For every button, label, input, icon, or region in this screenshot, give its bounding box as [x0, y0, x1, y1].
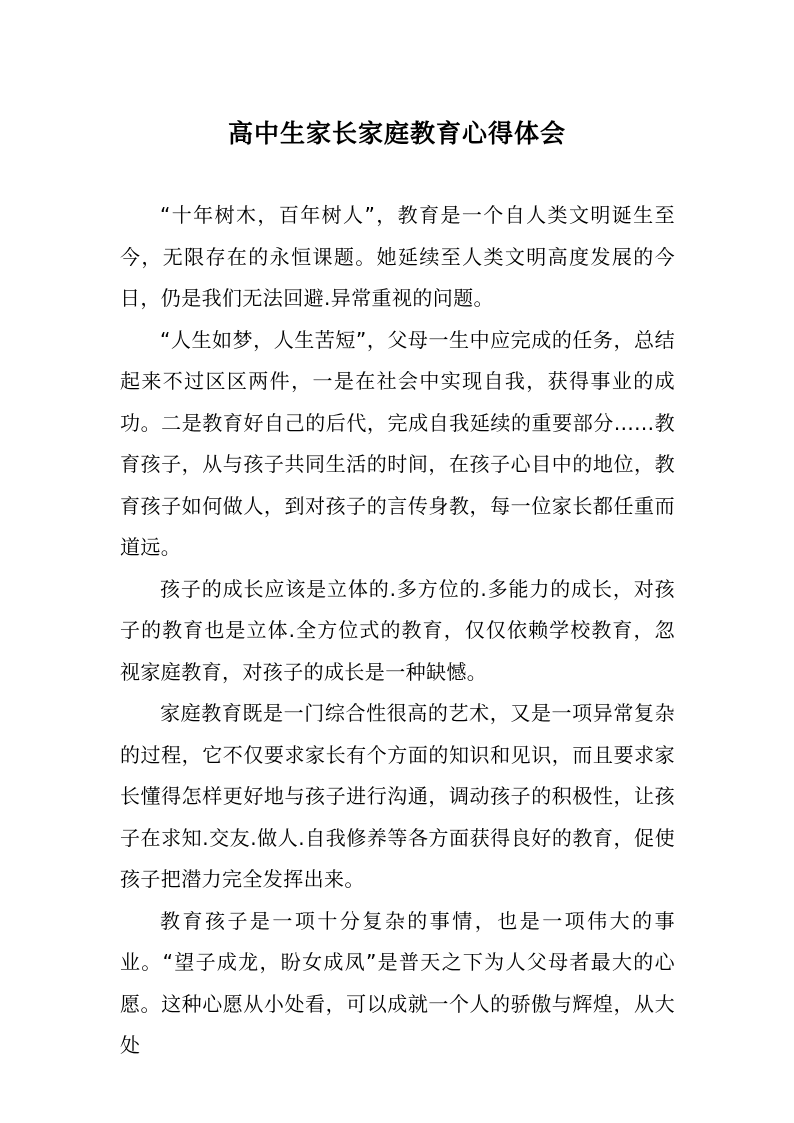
- paragraph-2: “人生如梦，人生苦短”，父母一生中应完成的任务，总结起来不过区区两件，一是在社会中实现自我，获得事业的成功。二是教育好自己的后代，完成自我延续的重要部分......教育孩子，从与孩子共同生活的时间，在孩子心目中的地位，教育孩子如何做人，到对孩子的言传身教，每一位家长都任重而道远。: [120, 327, 675, 559]
- document-title: 高中生家长家庭教育心得体会: [227, 118, 566, 148]
- paragraph-4: 家庭教育既是一门综合性很高的艺术，又是一项异常复杂的过程，它不仅要求家长有个方面的知识和见识，而且要求家长懂得怎样更好地与孩子进行沟通，调动孩子的积极性，让孩子在求知.交友.做人.自我修养等各方面获得良好的教育，促使孩子把潜力完全发挥出来。: [120, 701, 675, 891]
- paragraph-1: “十年树木，百年树人”，教育是一个自人类文明诞生至今，无限存在的永恒课题。她延续至人类文明高度发展的今日，仍是我们无法回避.异常重视的问题。: [120, 203, 675, 310]
- paragraph-5: 教育孩子是一项十分复杂的事情，也是一项伟大的事业。“望子成龙，盼女成凤”是普天之下为人父母者最大的心愿。这种心愿从小处看，可以成就一个人的骄傲与辉煌，从大处: [120, 908, 675, 1057]
- paragraph-3: 孩子的成长应该是立体的.多方位的.多能力的成长，对孩子的教育也是立体.全方位式的教育，仅仅依赖学校教育，忽视家庭教育，对孩子的成长是一种缺憾。: [120, 576, 675, 684]
- document-body: [120, 195, 675, 1067]
